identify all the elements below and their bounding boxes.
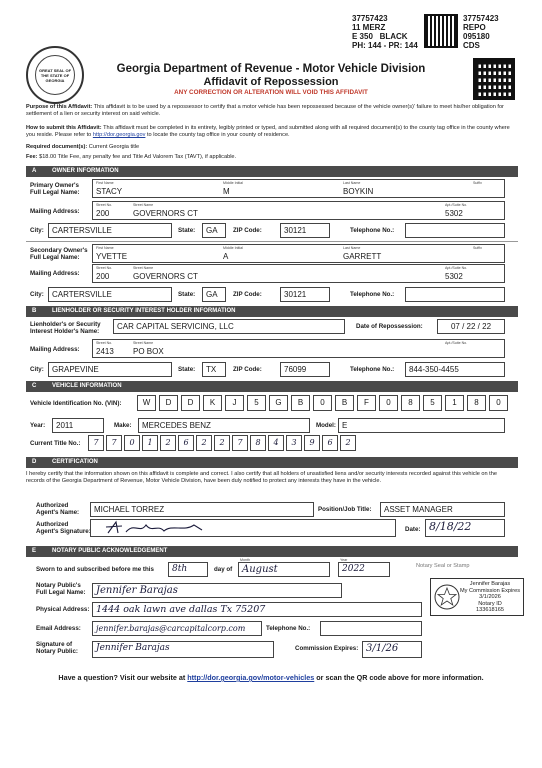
year-label: Year:	[30, 422, 46, 429]
agent-name-field[interactable]: MICHAEL TORREZ	[90, 502, 314, 517]
tracking-left	[352, 14, 418, 50]
owner2-street-no: 200	[96, 272, 110, 281]
street-no-sublabel: Street No.	[96, 341, 113, 345]
last-name-sublabel: Last Name	[343, 181, 361, 185]
lienholder-name-field[interactable]: CAR CAPITAL SERVICING, LLC	[113, 319, 345, 334]
footer-pre: Have a question? Visit our website at	[58, 673, 186, 682]
notary-stamp	[430, 578, 524, 616]
mailing-label: Mailing Address:	[30, 346, 80, 353]
city-label: City:	[30, 227, 44, 234]
section-letter: E	[32, 548, 37, 554]
vin-character-cell: 1	[445, 395, 464, 411]
agent-signature-icon	[94, 520, 394, 536]
title-no-label: Current Title No.:	[30, 440, 81, 447]
section-letter: A	[32, 168, 37, 174]
owner2-first: YVETTE	[96, 252, 128, 261]
tracking-line: REPO	[463, 23, 486, 32]
form-title: Georgia Department of Revenue - Motor Vehicle Division	[116, 63, 426, 75]
street-name-sublabel: Street Name	[133, 203, 154, 207]
vin-character-cell: 0	[379, 395, 398, 411]
owner1-city-field[interactable]: CARTERSVILLE	[48, 223, 172, 238]
vin-character-cell: B	[291, 395, 310, 411]
title-number-cell: 2	[340, 435, 356, 451]
how-text: This affidavit must be completed in its entirety, legibly printed or typed, and submitted along with all required document(s) to the county tag office in the county where you reside. Please refer to	[26, 125, 510, 138]
fee-paragraph	[26, 154, 518, 161]
primary-owner-label: Primary Owner's Full Legal Name:	[30, 182, 80, 196]
commission-field[interactable]: 3/1/26	[362, 641, 422, 658]
tracking-model: E 350	[352, 32, 373, 41]
section-letter: C	[32, 383, 37, 389]
stamp-line: My Commission Expires	[460, 587, 520, 594]
owner1-zip-field[interactable]: 30121	[280, 223, 330, 238]
section-title: NOTARY PUBLIC ACKNOWLEDGEMENT	[52, 548, 168, 554]
vehicle-make-field[interactable]: MERCEDES BENZ	[138, 418, 310, 433]
form-subtitle: Affidavit of Repossession	[203, 76, 339, 88]
lien-zip-field[interactable]: 76099	[280, 362, 330, 377]
auth-name-label: Authorized Agent's Name:	[36, 502, 80, 516]
owner2-phone-field[interactable]	[405, 287, 505, 302]
section-d-header	[26, 457, 518, 468]
phone-label: Telephone No.:	[350, 366, 395, 373]
section-e-header	[26, 546, 518, 557]
owner1-mailing-field[interactable]	[92, 201, 505, 220]
how-label: How to submit this Affidavit:	[26, 125, 102, 131]
title-number-cell: 3	[286, 435, 302, 451]
vin-character-cell: 5	[423, 395, 442, 411]
required-text: Current Georgia title	[88, 144, 140, 150]
title-number-cell: 7	[106, 435, 122, 451]
vin-character-cell: 8	[467, 395, 486, 411]
owner2-zip-field[interactable]: 30121	[280, 287, 330, 302]
purpose-text: This affidavit is to be used by a repossessor to certify that a motor vehicle has been repossessed because of the vehicle owner(s)' failure to meet his/her obligation for settlement of a lien or security interest on said vehicle.	[26, 104, 504, 117]
mailing-label: Mailing Address:	[30, 270, 80, 277]
notary-phone-label: Telephone No.:	[266, 625, 311, 632]
vin-character-cell: D	[159, 395, 178, 411]
notary-star-seal-icon	[433, 583, 461, 611]
email-label: Email Address:	[36, 625, 81, 632]
tracking-line: PH: 144 - PR: 144	[352, 41, 418, 50]
notary-signature-field[interactable]: Jennifer Barajas	[92, 641, 274, 658]
divider	[26, 241, 518, 242]
vin-character-cell: W	[137, 395, 156, 411]
section-title: VEHICLE INFORMATION	[52, 383, 122, 389]
phone-label: Telephone No.:	[350, 227, 395, 234]
owner1-first: STACY	[96, 187, 123, 196]
purpose-paragraph	[26, 104, 518, 118]
notary-name-field[interactable]: Jennifer Barajas	[92, 583, 342, 598]
street-no-sublabel: Street No.	[96, 266, 113, 270]
title-number-cell: 8	[250, 435, 266, 451]
lien-street: PO BOX	[133, 347, 164, 356]
owner1-street-no: 200	[96, 209, 110, 218]
owner1-middle: M	[223, 187, 230, 196]
stamp-line: 3/1/2026	[479, 594, 501, 600]
vin-character-cell: F	[357, 395, 376, 411]
owner1-phone-field[interactable]	[405, 223, 505, 238]
title-number-cell: 2	[214, 435, 230, 451]
notary-address-field[interactable]: 1444 oak lawn ave dallas Tx 75207	[92, 602, 422, 617]
vin-character-cell: 5	[247, 395, 266, 411]
first-name-sublabel: First Name	[96, 181, 114, 185]
position-field[interactable]: ASSET MANAGER	[380, 502, 505, 517]
secondary-owner-label: Secondary Owner's Full Legal Name:	[30, 247, 88, 261]
notary-phone-field[interactable]	[320, 621, 422, 636]
section-letter: D	[32, 459, 37, 465]
street-no-sublabel: Street No.	[96, 203, 113, 207]
first-name-sublabel: First Name	[96, 246, 114, 250]
owner2-apt: 5302	[445, 272, 463, 281]
commission-label: Commission Expires:	[295, 645, 359, 652]
vin-character-cell: 8	[401, 395, 420, 411]
position-label: Position/Job Title:	[318, 506, 372, 513]
model-label: Model:	[316, 422, 336, 429]
stamp-line: Notary ID	[478, 600, 502, 607]
tracking-line: 11 MERZ	[352, 23, 386, 32]
vin-character-cell: K	[203, 395, 222, 411]
title-number-cell: 4	[268, 435, 284, 451]
vin-character-cell: 0	[313, 395, 332, 411]
owner2-state-field[interactable]: GA	[202, 287, 226, 302]
owner1-state-field[interactable]: GA	[202, 223, 226, 238]
section-title: LIENHOLDER OR SECURITY INTEREST HOLDER INFORMATION	[52, 308, 236, 314]
tracking-line	[352, 32, 418, 41]
owner2-street: GOVERNORS CT	[133, 272, 198, 281]
footer-post: or scan the QR code above for more information.	[316, 673, 484, 682]
owner1-last: BOYKIN	[343, 187, 374, 196]
section-a-header	[26, 166, 518, 177]
last-name-sublabel: Last Name	[343, 246, 361, 250]
section-c-header	[26, 381, 518, 392]
repo-date-field[interactable]: 07 / 22 / 22	[437, 319, 505, 334]
state-label: State:	[178, 227, 196, 234]
apt-sublabel: Apt./Suite No.	[445, 341, 468, 345]
form-warning: ANY CORRECTION OR ALTERATION WILL VOID THIS AFFIDAVIT	[174, 89, 368, 96]
apt-sublabel: Apt./Suite No.	[445, 266, 468, 270]
agent-signature-field[interactable]	[90, 519, 396, 537]
section-title: OWNER INFORMATION	[52, 168, 119, 174]
notary-name-label: Notary Public's Full Legal Name:	[36, 582, 86, 596]
vin-character-cell: G	[269, 395, 288, 411]
section-b-header	[26, 306, 518, 317]
zip-label: ZIP Code:	[233, 227, 262, 234]
title-number-cell: 1	[142, 435, 158, 451]
date-label: Date:	[405, 526, 421, 533]
vin-character-cell: 0	[489, 395, 508, 411]
tracking-right	[463, 14, 499, 50]
dor-link[interactable]: http://dor.georgia.gov	[92, 132, 146, 138]
owner2-middle: A	[223, 252, 229, 261]
title-number-cell: 6	[322, 435, 338, 451]
lien-city-field[interactable]: GRAPEVINE	[48, 362, 172, 377]
purpose-label: Purpose of this Affidavit:	[26, 104, 93, 110]
sworn-month-field[interactable]: August	[238, 562, 330, 577]
suffix-sublabel: Suffix	[473, 181, 482, 185]
lienholder-label: Lienholder's or Security Interest Holder's Name:	[30, 321, 101, 335]
vin-label: Vehicle Identification No. (VIN):	[30, 400, 122, 407]
physical-label: Physical Address:	[36, 606, 90, 613]
owner2-last: GARRETT	[343, 252, 382, 261]
phone-label: Telephone No.:	[350, 291, 395, 298]
fee-label: Fee:	[26, 154, 38, 160]
notary-sig-label: Signature of Notary Public:	[36, 641, 78, 655]
sworn-day-field[interactable]: 8th	[168, 562, 208, 577]
primary-owner-name-field[interactable]	[92, 179, 505, 198]
state-label: State:	[178, 291, 196, 298]
stamp-line: 133618165	[476, 607, 504, 613]
certification-text: I hereby certify that the information shown on this affidavit is complete and correct. I also certify that all holders of unsatisfied liens and/or security interests recorded against this vehicle on the records of the Georgia Department of Revenue, Motor Vehicle Division, have been duly notified to protect any interests they have in the vehicle.	[26, 471, 497, 484]
how-paragraph	[26, 125, 518, 139]
title-number-cell: 2	[196, 435, 212, 451]
title-number-cell: 7	[232, 435, 248, 451]
vehicle-year-field[interactable]: 2011	[52, 418, 104, 433]
city-label: City:	[30, 366, 44, 373]
title-number-cell: 7	[88, 435, 104, 451]
tracking-line: CDS	[463, 41, 480, 50]
required-docs	[26, 144, 518, 151]
notary-email-field[interactable]: jennifer.barajas@carcapitalcorp.com	[92, 621, 262, 636]
vin-character-cell: B	[335, 395, 354, 411]
owner2-city-field[interactable]: CARTERSVILLE	[48, 287, 172, 302]
cert-date-field[interactable]: 8/18/22	[425, 519, 505, 537]
make-label: Make:	[114, 422, 132, 429]
fee-text: $18.00 Title Fee, any penalty fee and Title Ad Valorem Tax (TAVT), if applicable.	[39, 154, 237, 160]
required-label: Required document(s):	[26, 144, 88, 150]
footer-link[interactable]: http://dor.georgia.gov/motor-vehicles	[187, 673, 315, 682]
footer	[0, 673, 542, 682]
zip-label: ZIP Code:	[233, 366, 262, 373]
street-name-sublabel: Street Name	[133, 266, 154, 270]
day-of-label: day of	[214, 566, 233, 573]
owner1-street: GOVERNORS CT	[133, 209, 198, 218]
how-tail: to locate the county tag office in your county of residence.	[146, 132, 290, 138]
sworn-label: Sworn to and subscribed before me this	[36, 566, 154, 573]
vin-character-cell: J	[225, 395, 244, 411]
title-number-cell: 2	[160, 435, 176, 451]
vehicle-model-field[interactable]: E	[338, 418, 505, 433]
street-name-sublabel: Street Name	[133, 341, 154, 345]
seal-text: GREAT SEAL OF THE STATE OF GEORGIA	[35, 55, 75, 95]
apt-sublabel: Apt./Suite No.	[445, 203, 468, 207]
middle-sublabel: Middle Initial	[223, 181, 243, 185]
tracking-line: 37757423	[352, 14, 388, 23]
tracking-line: 095180	[463, 32, 490, 41]
owner2-mailing-field[interactable]	[92, 264, 505, 283]
title-number-cell: 0	[124, 435, 140, 451]
lien-state-field[interactable]: TX	[202, 362, 226, 377]
state-label: State:	[178, 366, 196, 373]
mailing-label: Mailing Address:	[30, 208, 80, 215]
repo-date-label: Date of Repossession:	[356, 323, 423, 330]
suffix-sublabel: Suffix	[473, 246, 482, 250]
lien-street-no: 2413	[96, 347, 114, 356]
title-number-cell: 6	[178, 435, 194, 451]
city-label: City:	[30, 291, 44, 298]
month-sublabel: Month	[240, 558, 250, 562]
owner1-apt: 5302	[445, 209, 463, 218]
zip-label: ZIP Code:	[233, 291, 262, 298]
section-title: CERTIFICATION	[52, 459, 98, 465]
auth-sig-label: Authorized Agent's Signature:	[36, 521, 91, 535]
vin-character-cell: D	[181, 395, 200, 411]
sworn-year-field[interactable]: 2022	[338, 562, 390, 577]
lien-phone-field[interactable]: 844-350-4455	[405, 362, 505, 377]
middle-sublabel: Middle Initial	[223, 246, 243, 250]
stamp-line: Jennifer Barajas	[469, 581, 511, 587]
seal-stamp-label: Notary Seal or Stamp	[416, 563, 470, 569]
title-number-cell: 9	[304, 435, 320, 451]
secondary-owner-name-field[interactable]	[92, 244, 505, 263]
qr-code-icon	[424, 14, 458, 48]
tracking-line: 37757423	[463, 14, 499, 23]
section-letter: B	[32, 308, 37, 314]
tracking-color: BLACK	[379, 32, 408, 41]
year-sublabel: Year	[340, 558, 348, 562]
lienholder-mailing-field[interactable]	[92, 339, 505, 358]
